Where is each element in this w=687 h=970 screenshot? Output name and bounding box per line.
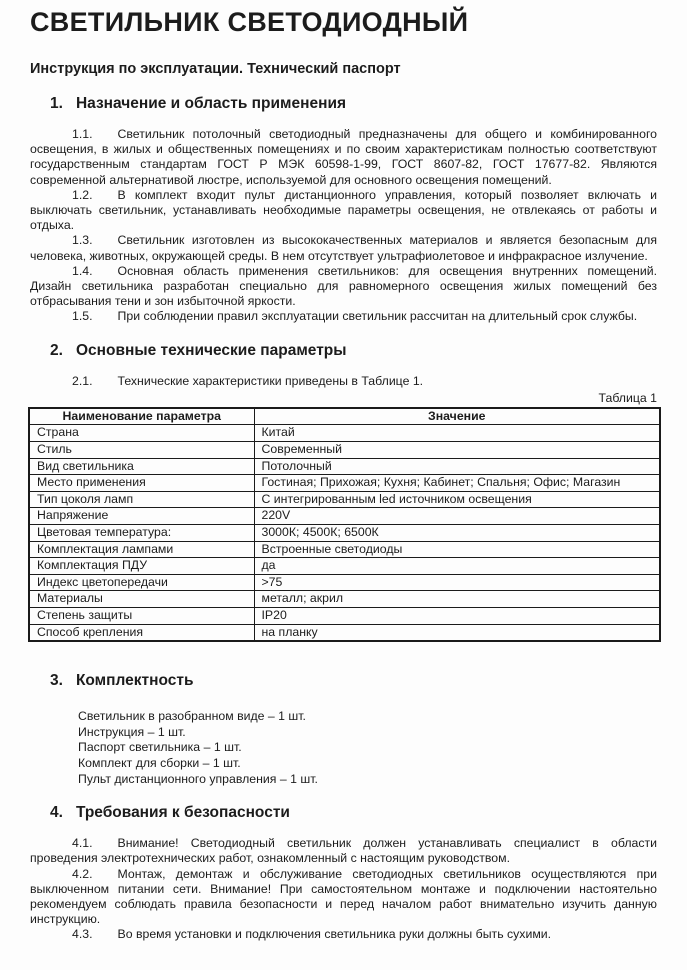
paragraph-1-4-number: 1.4.: [72, 263, 93, 278]
param-value: на планку: [254, 624, 660, 641]
section-2-number: 2.: [50, 341, 63, 359]
paragraph-4-2-number: 4.2.: [72, 866, 93, 881]
paragraph-1-3-text: Светильник изготовлен из высококачественных материалов и является безопасным для человека, животных, окружающей среды. В нем отсутствует ультрафиолетовое и инфракрасное излучение.: [30, 233, 657, 263]
paragraph-1-1: [30, 127, 657, 188]
param-value: Встроенные светодиоды: [254, 541, 660, 558]
param-name: Материалы: [29, 591, 254, 608]
param-name: Место применения: [29, 475, 254, 492]
param-value: Гостиная; Прихожая; Кухня; Кабинет; Спальня; Офис; Магазин: [254, 475, 660, 492]
paragraph-4-2: [30, 867, 657, 928]
section-3-number: 3.: [50, 672, 63, 690]
table-row-country: [29, 425, 660, 442]
paragraph-2-1: [30, 374, 657, 389]
paragraph-4-2-text: Монтаж, демонтаж и обслуживание светодиодных светильников осуществляются при выключенном питании сети. Внимание! При самостоятельном монтаже и подключении настоятельно рекомендуем соблюдать правила безопасности и перед началом работ внимательно изучить данную инструкцию.: [30, 866, 657, 927]
kit-item-lamp: Светильник в разобранном виде – 1 шт.: [78, 709, 306, 724]
paragraph-4-1: [30, 836, 657, 866]
paragraph-1-4: [30, 264, 657, 310]
table-row-type: [29, 458, 660, 475]
table-row-voltage: [29, 508, 660, 525]
section-4-number: 4.: [50, 804, 63, 822]
param-name: Способ крепления: [29, 624, 254, 641]
table-header-parameter: Наименование параметра: [29, 408, 254, 425]
param-name: Цветовая температура:: [29, 525, 254, 542]
param-value: >75: [254, 574, 660, 591]
param-name: Вид светильника: [29, 458, 254, 475]
table-row-remote: [29, 558, 660, 575]
paragraph-1-1-number: 1.1.: [72, 127, 93, 141]
param-value: 220V: [254, 508, 660, 525]
param-name: Напряжение: [29, 508, 254, 525]
paragraph-1-1-text: Светильник потолочный светодиодный предназначены для общего и комбинированного освещения, в жилых и общественных помещениях и по своим характеристикам полностью соответствуют государственным стандартам ГОСТ Р МЭК 60598-1-99, ГОСТ 8607-82, ГОСТ 17677-82. Являются современной альтернативой люстре, используемой для основного освещения помещений.: [30, 127, 657, 187]
param-name: Комплектация лампами: [29, 541, 254, 558]
paragraph-1-5-number: 1.5.: [72, 309, 93, 324]
section-3-title: Комплектность: [75, 672, 194, 690]
param-value: да: [254, 558, 660, 575]
paragraph-4-1-number: 4.1.: [72, 836, 93, 851]
kit-item-assembly-kit: Комплект для сборки – 1 шт.: [78, 755, 241, 770]
table-row-lamps: [29, 541, 660, 558]
section-1-number: 1.: [50, 95, 63, 112]
paragraph-1-3: [30, 233, 657, 263]
paragraph-1-2-text: В комплект входит пульт дистанционного управления, который позволяет включать и выключать светильник, устанавливать необходимые параметры освещения, не отвлекаясь от работы и отдыха.: [30, 187, 657, 233]
paragraph-2-1-number: 2.1.: [72, 373, 93, 388]
kit-contents-list: [78, 709, 657, 787]
param-value: Китай: [254, 425, 660, 442]
section-1-heading: [50, 94, 657, 113]
table-header-row: [29, 408, 660, 425]
paragraph-1-2: [30, 188, 657, 234]
table-row-materials: [29, 591, 660, 608]
param-value: 3000К; 4500К; 6500К: [254, 525, 660, 542]
param-value: С интегрированным led источником освещения: [254, 491, 660, 508]
paragraph-1-3-number: 1.3.: [72, 233, 93, 248]
table-row-protection: [29, 607, 660, 624]
kit-item-remote: Пульт дистанционного управления – 1 шт.: [78, 771, 318, 786]
section-2-heading: [50, 341, 657, 360]
table-caption: Таблица 1: [598, 390, 657, 405]
document-title: СВЕТИЛЬНИК СВЕТОДИОДНЫЙ: [30, 7, 469, 37]
table-header-value: Значение: [254, 408, 660, 425]
paragraph-2-1-text: Технические характеристики приведены в Таблице 1.: [117, 373, 424, 388]
section-4-title: Требования к безопасности: [75, 804, 290, 822]
paragraph-4-3-number: 4.3.: [72, 927, 93, 942]
section-3-heading: [50, 671, 657, 690]
section-2-title: Основные технические параметры: [75, 341, 347, 359]
param-value: IP20: [254, 607, 660, 624]
param-name: Стиль: [29, 442, 254, 459]
paragraph-1-5-text: При соблюдении правил эксплуатации светильник рассчитан на длительный срок службы.: [117, 309, 638, 324]
param-name: Степень защиты: [29, 607, 254, 624]
document-subtitle: Инструкция по эксплуатации. Технический паспорт: [30, 61, 401, 77]
paragraph-1-2-number: 1.2.: [72, 187, 93, 202]
paragraph-1-4-text: Основная область применения светильников: для освещения внутренних помещений. Дизайн светильника разработан специально для равномерного освещения жилых помещений без отбрасывания тени и зон избыточной яркости.: [30, 263, 657, 309]
kit-item-instruction: Инструкция – 1 шт.: [78, 724, 186, 739]
paragraph-1-5: [30, 309, 657, 324]
table-row-socket: [29, 491, 660, 508]
section-1-title: Назначение и область применения: [75, 95, 347, 112]
table-row-placement: [29, 475, 660, 492]
param-value: металл; акрил: [254, 591, 660, 608]
kit-item-passport: Паспорт светильника – 1 шт.: [78, 740, 242, 755]
param-value: Потолочный: [254, 458, 660, 475]
param-name: Индекс цветопередачи: [29, 574, 254, 591]
param-name: Тип цоколя ламп: [29, 491, 254, 508]
table-row-style: [29, 442, 660, 459]
param-name: Комплектация ПДУ: [29, 558, 254, 575]
table-row-cri: [29, 574, 660, 591]
paragraph-4-3: [30, 927, 657, 942]
param-name: Страна: [29, 425, 254, 442]
tech-params-table: [28, 407, 661, 642]
paragraph-4-3-text: Во время установки и подключения светильника руки должны быть сухими.: [117, 927, 552, 942]
table-row-color-temp: [29, 525, 660, 542]
table-row-mounting: [29, 624, 660, 641]
param-value: Современный: [254, 442, 660, 459]
section-4-heading: [50, 803, 657, 822]
paragraph-4-1-text: Внимание! Светодиодный светильник должен устанавливать специалист в области проведения электротехнических работ, ознакомленный с настоящим руководством.: [30, 836, 657, 866]
